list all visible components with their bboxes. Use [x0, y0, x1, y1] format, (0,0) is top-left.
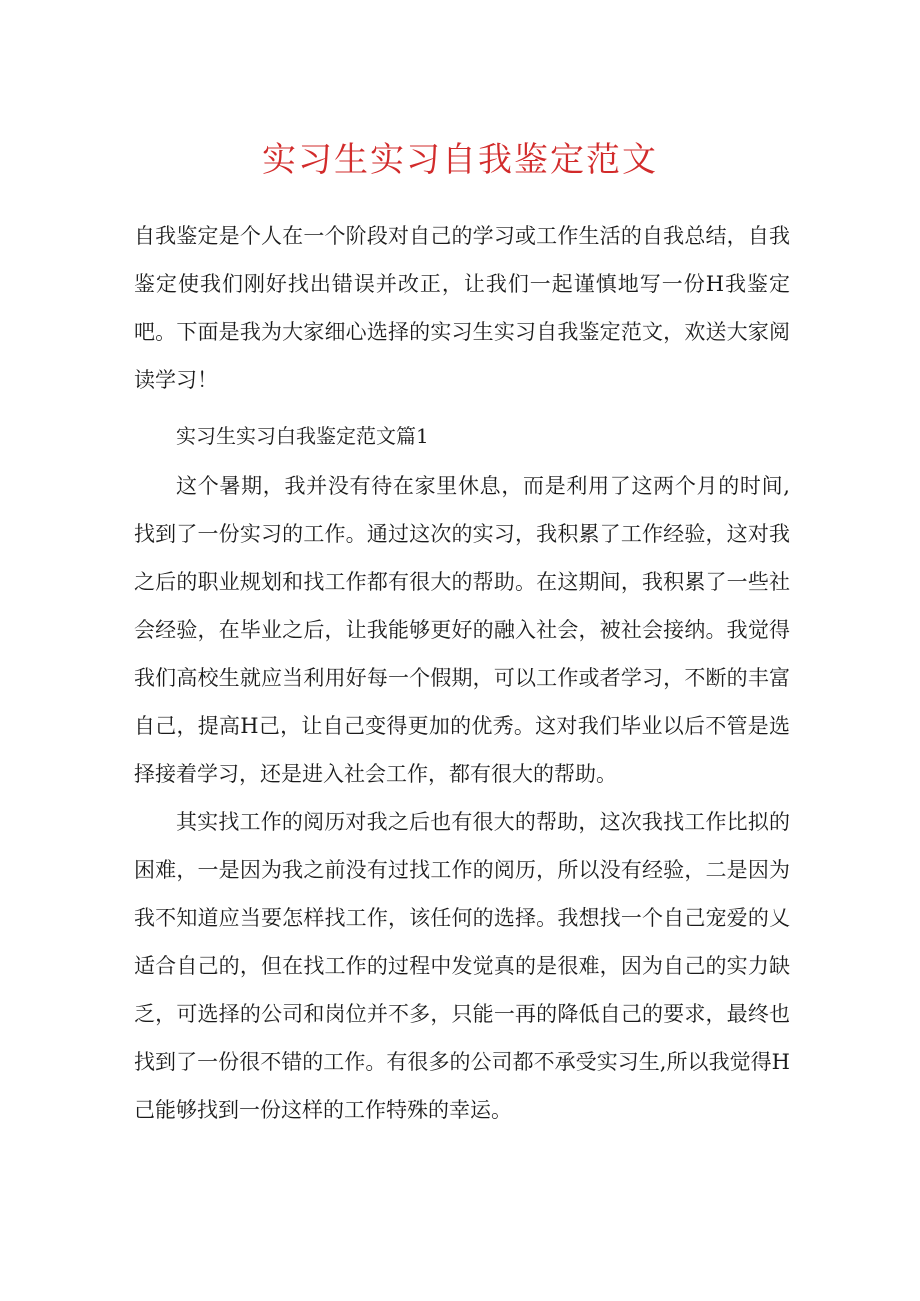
document-title: 实习生实习自我鉴定范文 — [262, 140, 658, 180]
section-heading: 实习生实习白我鉴定范文篇1 — [176, 424, 429, 448]
intro-paragraph: 自我鉴定是个人在一个阶段对自己的学习或工作生活的自我总结，自我鉴定使我们刚好找出错误并改正，让我们一起谨慎地写一份H我鉴定吧。下面是我为大家细心选择的实习生实习自我鉴定范文，欢送大家阅读学习！ — [134, 224, 790, 392]
body-paragraph-1: 这个暑期，我并没有待在家里休息，而是利用了这两个月的时间,找到了一份实习的工作。通过这次的实习，我积累了工作经验，这对我之后的职业规划和找工作都有很大的帮助。在这期间，我积累了一些社会经验，在毕业之后，让我能够更好的融入社会，被社会接纳。我觉得我们高校生就应当利用好每一个假期，可以工作或者学习，不断的丰富自己，提高H己，让自己变得更加的优秀。这对我们毕业以后不管是选择接着学习，还是进入社会工作，都有很大的帮助。 — [134, 474, 790, 786]
body-paragraph-2: 其实找工作的阅历对我之后也有很大的帮助，这次我找工作比拟的困难，一是因为我之前没有过找工作的阅历，所以没有经验，二是因为我不知道应当要怎样找工作，该任何的选择。我想找一个自己宠爱的乂适合自己的，但在找工作的过程中发觉真的是很难，因为自己的实力缺乏，可选择的公司和岗位并不多，只能一再的降低自己的要求，最终也找到了一份很不错的工作。有很多的公司都不承受实习生,所以我觉得H己能够找到一份这样的工作特殊的幸运。 — [134, 810, 790, 1122]
